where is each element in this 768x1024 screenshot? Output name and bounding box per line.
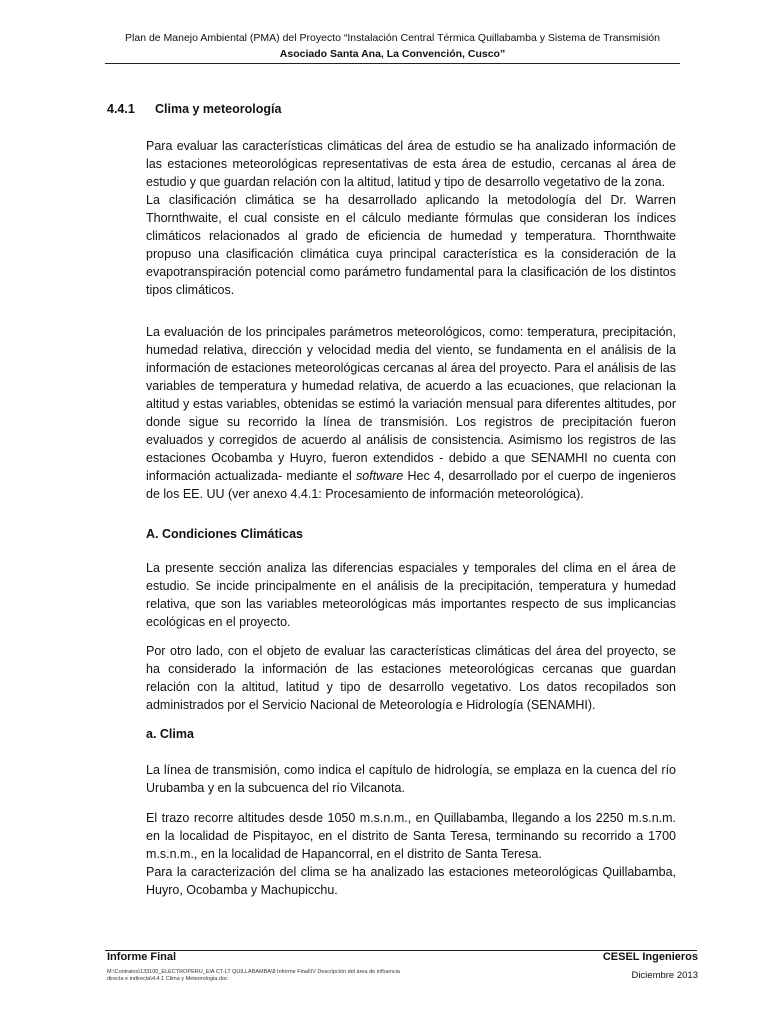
subsection-clima-heading: a. Clima [146, 727, 194, 741]
paragraph-conditions [146, 559, 676, 631]
paragraph: Por otro lado, con el objeto de evaluar las características climáticas del área del proyecto, se ha considerado la información de las estaciones meteorológicas cercanas que guardan relación con la altitud, latitud y tipo de desarrollo vegetativo. Los datos recopilados son administrados por el Servicio Nacional de Meteorología e Hidrología (SENAMHI). [146, 644, 676, 712]
section-heading [107, 102, 281, 116]
paragraph-route [146, 809, 676, 899]
header-line-1: Plan de Manejo Ambiental (PMA) del Proyecto “Instalación Central Térmica Quillabamba y Sistema de Transmisión [125, 32, 660, 44]
paragraph: El trazo recorre altitudes desde 1050 m.s.n.m., en Quillabamba, llegando a los 2250 m.s.n.m. en la localidad de Pispitayoc, en el distrito de Santa Teresa, terminando su recorrido a 1700 m.s.n.m., en la localidad de Hapancorral, en el distrito de Santa Teresa. [146, 811, 676, 861]
paragraph-text: Hec 4, desarrollado por el cuerpo de ingenieros de los EE. UU (ver anexo 4.4.1: Procesamiento de información meteorológica). [146, 469, 676, 501]
footer-company: CESEL Ingenieros [602, 951, 698, 963]
paragraph-line [146, 761, 676, 797]
paragraph: Para la caracterización del clima se ha analizado las estaciones meteorológicas Quillabamba, Huyro, Ocobamba y Machupicchu. [146, 865, 676, 897]
software-italic: software [356, 469, 404, 483]
section-title: Clima y meteorología [155, 102, 282, 116]
footer-date: Diciembre 2013 [631, 970, 698, 981]
section-number: 4.4.1 [107, 102, 135, 116]
paragraph-senamhi [146, 642, 676, 714]
footer-report-label: Informe Final [107, 951, 177, 963]
paragraph: La presente sección analiza las diferencias espaciales y temporales del clima en el área de estudio. Se incide principalmente en el análisis de la precipitación, temperatura y humedad relativa, que son las variables meteorológicas más importantes respecto de sus implicancias ecológicas en el proyecto. [146, 561, 676, 629]
footer-file-path: M:\Contratos\133100_ELECTROPERU_EIA CT-LT QUILLABAMBA\8 Informe Final\IV Descripción del área de influencia directa e indirecta\4.4.1 Clima y Meteorologia.doc [107, 969, 400, 982]
header-divider [105, 63, 680, 64]
document-header [105, 30, 680, 62]
paragraph: La línea de transmisión, como indica el capítulo de hidrología, se emplaza en la cuenca del río Urubamba y en la subcuenca del río Vilcanota. [146, 763, 676, 795]
subsection-a-heading: A. Condiciones Climáticas [146, 527, 303, 541]
paragraph: La clasificación climática se ha desarrollado aplicando la metodología del Dr. Warren Thornthwaite, el cual consiste en el cálculo mediante fórmulas que consideran los índices climáticos relacionados al grado de eficiencia de humedad y temperatura. Thornthwaite propuso una clasificación climática cuya principal característica es la consideración de la evapotranspiración potencial como parámetro fundamental para la clasificación de los distintos tipos climáticos. [146, 193, 676, 297]
paragraph-intro [146, 137, 676, 299]
paragraph: Para evaluar las características climáticas del área de estudio se ha analizado información de las estaciones meteorológicas representativas de esta área de estudio, cercanas al área de estudio y que guardan relación con la altitud, latitud y tipo de desarrollo vegetativo de la zona. [146, 139, 676, 189]
paragraph-text: La evaluación de los principales parámetros meteorológicos, como: temperatura, precipitación, humedad relativa, dirección y velocidad media del viento, se fundamenta en el análisis de la información de estaciones meteorológicas cercanas al área del proyecto. Para el análisis de las variables de temperatura y humedad relativa, de acuerdo a las ecuaciones, que relacionan la altitud y estas variables, obtenidas se estimó la variación mensual para diferentes altitudes, por donde sigue su recorrido la línea de transmisión. Los registros de precipitación fueron evaluados y corregidos de acuerdo al análisis de consistencia. Asimismo los registros de las estaciones Ocobamba y Huyro, fueron extendidos - debido a que SENAMHI no cuenta con información actualizada- mediante el [146, 325, 676, 483]
paragraph-evaluation [146, 323, 676, 503]
header-line-2: Asociado Santa Ana, La Convención, Cusco” [279, 48, 506, 60]
